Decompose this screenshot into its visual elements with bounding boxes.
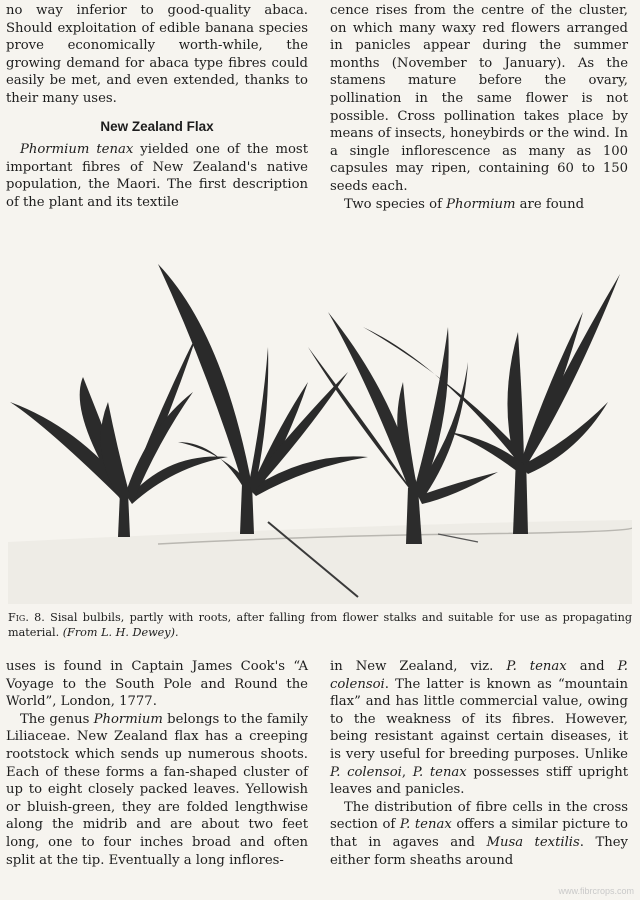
paragraph-text: , [401,764,413,780]
genus-name: Phormium [446,196,516,212]
text-column-bottom-right [330,658,628,869]
plant-illustration [8,252,632,604]
paragraph: uses is found in Captain James Cook's “A Voyage to the South Pole and Round the World”, London, 1777. [6,659,308,710]
text-column-bottom-left [6,658,308,869]
paragraph [6,711,308,869]
paragraph-text: offers a similar picture to that in agaves and [330,817,628,850]
paragraph: cence rises from the centre of the cluster, on which many waxy red flowers arranged in panicles appear during the summer months (November to January). As the stamens mature before the ovary, pollination in the same flower is not possible. Cross pollination takes place by means of insects, honeybirds or the wind. In a single inflorescence as many as 100 capsules may ripen, containing 60 to 150 seeds each. [330,3,628,194]
paragraph [6,141,308,211]
paragraph-text: The genus [20,711,94,727]
paragraph-text: are found [515,196,585,212]
paragraph-text: and [566,659,618,674]
species-name: P. tenax [399,817,452,833]
species-name: P. tenax [506,659,567,674]
species-name: Musa textilis [486,834,580,850]
text-column-top-right [330,2,628,213]
paragraph-text: Two species of [344,196,447,212]
paragraph-text: belongs to the family Liliaceae. New Zealand flax has a creeping rootstock which sends up numerous shoots. Each of these forms a fan-shaped cluster of up to eight closely packed leaves. Yellowish or bluish-green, they are folded lengthwise along the midrib and are about two feet long, one to four inches broad and often split at the tip. Eventually a long inflores- [6,711,308,868]
section-heading: New Zealand Flax [100,118,214,134]
paragraph-text: yielded one of the most important fibres of New Zealand's native population, the Maori. The first description of the plant and its textile [6,142,308,210]
caption-text: Sisal bulbils, partly with roots, after falling from flower stalks and suitable for use as propagating material. [8,611,632,639]
caption-credit: (From L. H. Dewey). [62,626,179,639]
genus-name: Phormium [93,711,163,727]
species-name: P. colensoi [330,659,628,692]
paragraph [330,658,628,799]
paragraph-text: in New Zealand, viz. [330,659,507,674]
text-column-top-left [6,2,308,212]
paragraph: no way inferior to good-quality abaca. Should exploitation of edible banana species prove economically worth-while, the growing demand for abaca type fibres could easily be met, and even extended, thanks to their many uses. [6,3,308,106]
paragraph-text: possesses stiff upright leaves and panicles. [330,764,628,798]
figure-label: Fig. 8. [8,611,45,624]
paragraph [330,799,628,869]
species-name: P. colensoi [330,764,402,780]
paragraph-text: . The latter is known as “mountain flax” and has little commercial value, owing to the weakness of its fibres. However, being resistant against certain diseases, it is very useful for breeding purposes. Unlike [330,676,628,762]
figure-sisal-bulbils [8,252,632,604]
paragraph [330,196,628,214]
paragraph-text: The distribution of fibre cells in the cross section of [330,799,628,833]
species-name: Phormium tenax [20,142,134,158]
figure-caption [8,610,632,640]
species-name: P. tenax [412,764,467,780]
watermark: www.fibrcrops.com [558,886,634,896]
paragraph-text: . They either form sheaths around [330,834,628,868]
